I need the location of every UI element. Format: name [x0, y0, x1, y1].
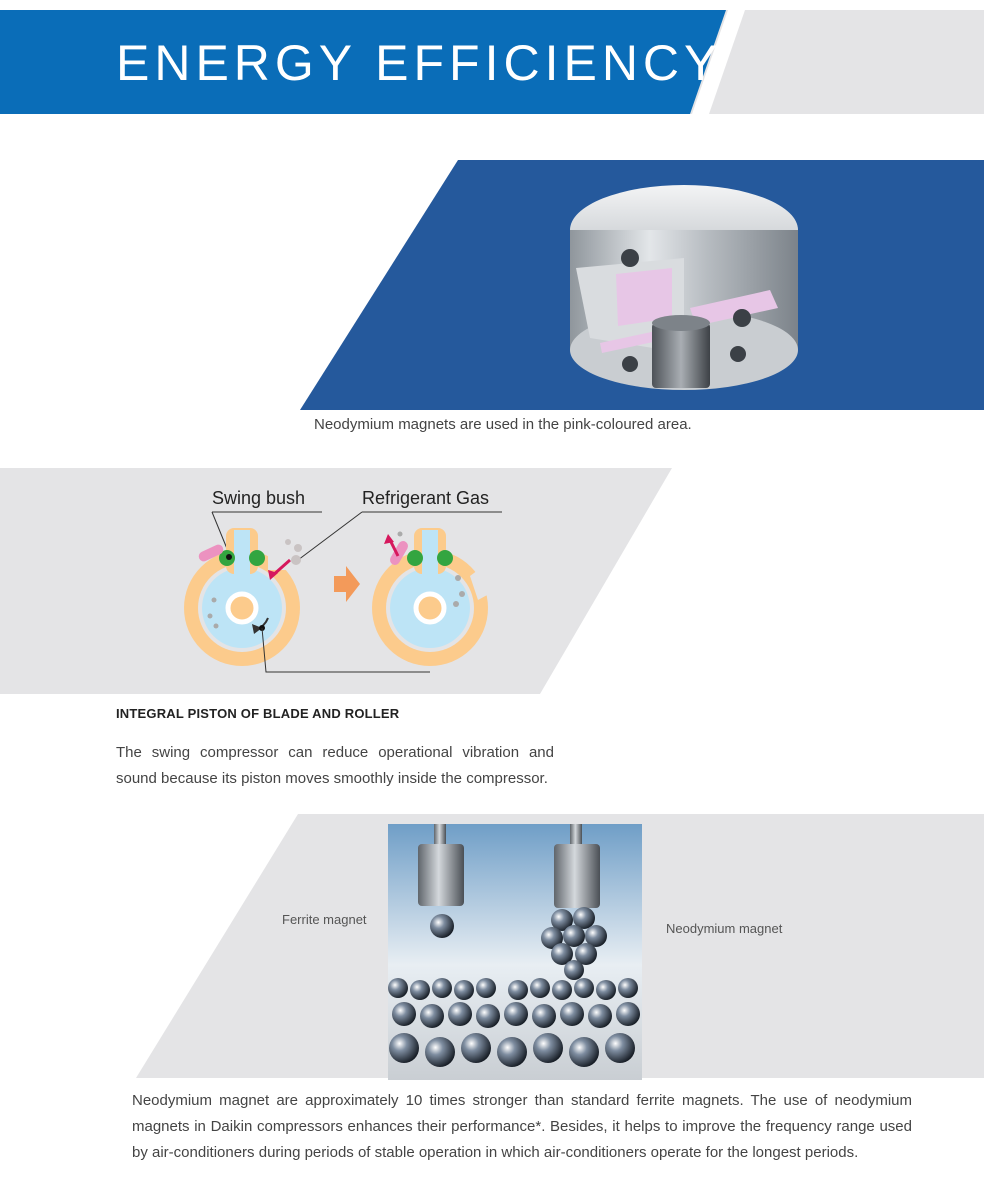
- refrigerant-gas-label: Refrigerant Gas: [362, 488, 490, 508]
- rotor-figure: [300, 158, 984, 414]
- swing-diagram: [0, 468, 984, 698]
- swing-bush-label: Swing bush: [212, 488, 306, 508]
- magnet-comparison-photo: [388, 824, 642, 1080]
- neodymium-magnet-label: Neodymium magnet: [666, 921, 783, 936]
- page-title: ENERGY EFFICIENCY: [116, 35, 723, 91]
- section-heading: INTEGRAL PISTON OF BLADE AND ROLLER: [116, 706, 400, 721]
- ferrite-magnet-label: Ferrite magnet: [282, 912, 367, 927]
- rotor-image: [570, 185, 798, 390]
- comparison-figure: [0, 812, 984, 1082]
- footer-paragraph: Neodymium magnet are approximately 10 times stronger than standard ferrite magnets. The use of neodymium magnets in Daikin compressors enhances their performance*. Besides, it helps to improve the frequency range used by air-conditioners during periods of stable operation in which air-conditioners operate for the longest periods.: [132, 1092, 912, 1161]
- swing-description: The swing compressor can reduce operational vibration and sound because its piston moves smoothly inside the compressor.: [116, 744, 554, 787]
- rotor-caption: Neodymium magnets are used in the pink-coloured area.: [314, 416, 692, 433]
